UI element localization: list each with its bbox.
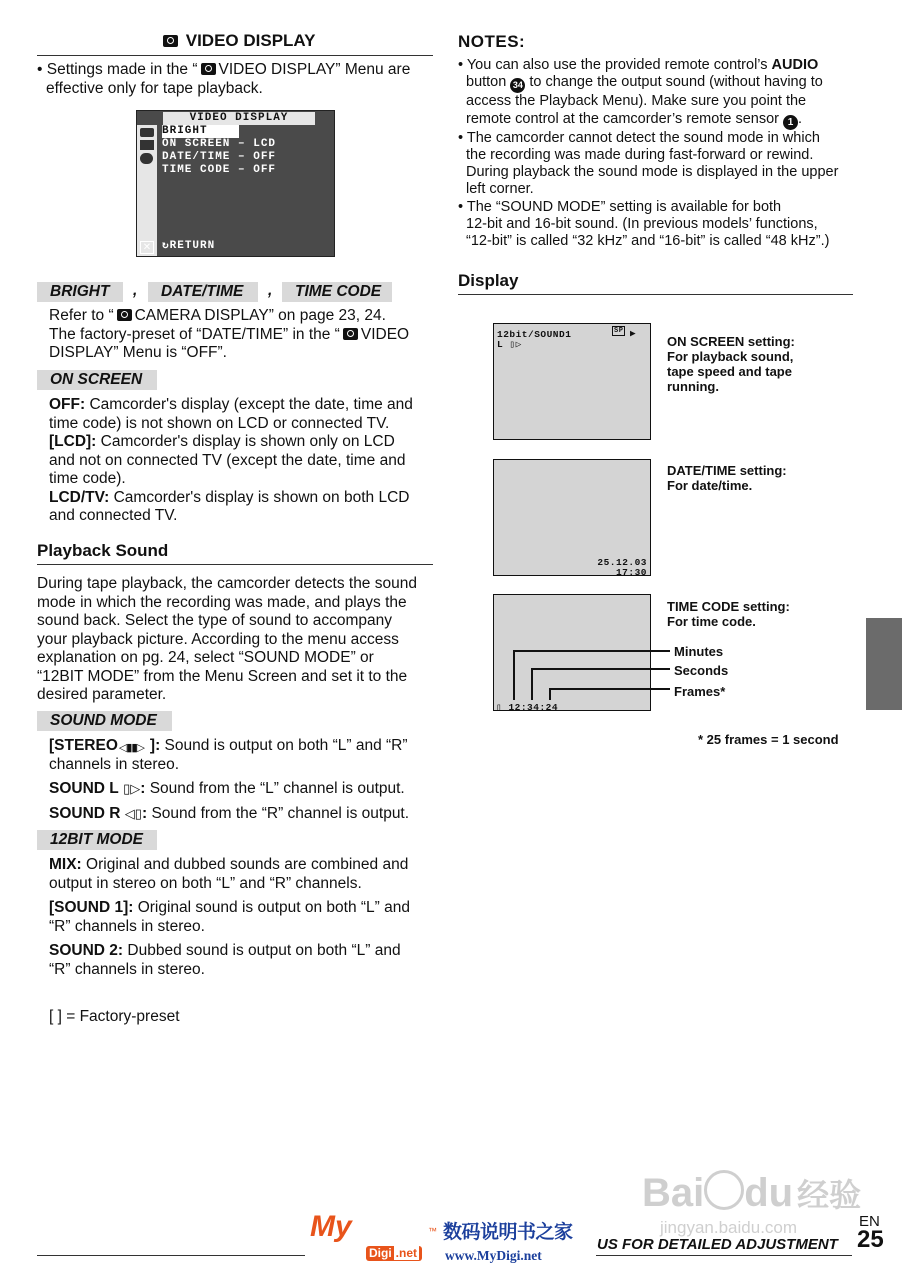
logo-my: My — [310, 1210, 352, 1243]
caption-date-time: DATE/TIME setting: For date/time. — [667, 463, 787, 493]
footer-rule-right — [596, 1255, 852, 1256]
video-display-icon — [201, 63, 216, 75]
paw-icon — [704, 1170, 744, 1210]
menu-item-time-code: TIME CODE – OFF — [162, 164, 277, 176]
factory-preset-note: [ ] = Factory-preset — [49, 1008, 180, 1025]
tape-speed-badge: SP — [614, 327, 624, 335]
tag-12bit-mode: 12BIT MODE — [37, 830, 157, 850]
video-display-icon — [163, 35, 178, 47]
menu-item-on-screen: ON SCREEN – LCD — [162, 138, 277, 150]
time-readout: 17:30 — [615, 567, 647, 578]
intro-text: • Settings made in the “ VIDEO DISPLAY” Menu are effective only for tape playback. — [37, 61, 411, 97]
clock-icon — [140, 153, 153, 164]
logo-url: www.MyDigi.net — [445, 1248, 542, 1263]
date-readout: 25.12.03 — [597, 557, 647, 568]
menu-item-bright: BRIGHT — [162, 125, 239, 138]
date-time-example — [493, 459, 651, 576]
sound-mode-readout: 12bit/SOUND1 — [497, 329, 572, 340]
language-label: EN — [859, 1213, 880, 1230]
running-title: US FOR DETAILED ADJUSTMENT — [597, 1236, 838, 1253]
video-display-icon — [343, 328, 358, 340]
playback-paragraph: During tape playback, the camcorder detects the sound mode in which the recording was made, and plays the sound back. Select the type of sound to accompany your playback picture. According to the menu access explanation on pg. 24, select “SOUND MODE” or “12BIT MODE” from the Menu Screen and set it to the desired parameter. — [37, 575, 417, 703]
camera-settings-icon — [140, 140, 154, 150]
left-speaker-icon: ▯▷ — [123, 781, 141, 796]
refer-text: Refer to “ CAMERA DISPLAY” on page 23, 24. The factory-preset of “DATE/TIME” in the “ VIDEO DISPLAY” Menu is “OFF”. — [49, 307, 410, 361]
on-screen-example — [493, 323, 651, 440]
notes-list: • You can also use the provided remote control’s AUDIO button 34 to change the output sound (without having to access the Playback Menu). Make sure you point the remote control at the camcorder’s remote sensor 1 . • The camcorder cannot detect the sound mode in which the recording was made during fast-forward or rewind. During playback the sound mode is displayed in the upper left corner. • The “SOUND MODE” setting is available for both 12-bit and 16-bit sound. (In previous models’ functions, “12-bit” is called “32 kHz” and “16-bit” is called “48 kHz”.) — [458, 57, 839, 250]
on-screen-options: OFF: Camcorder's display (except the date, time and time code) is not shown on LCD or connected TV. [LCD]: Camcorder's display is shown only on LCD and not on connected TV (except the date, time and time code). LCD/TV: Camcorder's display is shown on both LCD and connected TV. — [49, 396, 413, 524]
video-display-heading: VIDEO DISPLAY — [160, 32, 315, 51]
caption-time-code: TIME CODE setting: For time code. — [667, 599, 790, 629]
section-side-tab — [866, 618, 902, 710]
menu-title: VIDEO DISPLAY — [163, 112, 315, 125]
return-arrow-icon: ↻ — [162, 240, 170, 252]
seconds-leader-horizontal — [531, 668, 670, 670]
playback-sound-heading: Playback Sound — [37, 541, 169, 560]
sensor-number-icon: 1 — [783, 115, 798, 130]
tag-sound-mode: SOUND MODE — [37, 711, 172, 731]
baidu-watermark: Bai du 经验 — [642, 1171, 862, 1215]
frames-footnote: * 25 frames = 1 second — [698, 732, 839, 747]
frames-leader-horizontal — [549, 688, 670, 690]
mydigi-logo — [310, 1210, 600, 1266]
minutes-leader-horizontal — [513, 650, 670, 652]
baidu-watermark-url: jingyan.baidu.com — [660, 1218, 798, 1237]
seconds-leader-vertical — [531, 668, 533, 700]
menu-return: ↻RETURN — [162, 240, 216, 252]
tag-on-screen: ON SCREEN — [37, 370, 157, 390]
close-icon: ✕ — [140, 241, 154, 254]
tag-bright: BRIGHT — [37, 282, 123, 302]
stereo-speaker-icon: ◁▮▮▷ — [118, 742, 144, 754]
label-frames: Frames* — [674, 684, 726, 699]
label-minutes: Minutes — [674, 644, 724, 659]
caption-on-screen: ON SCREEN setting: For playback sound, tape speed and tape running. — [667, 334, 795, 394]
tape-icon: ▯ — [496, 702, 503, 713]
notes-title: NOTES: — [458, 32, 526, 51]
label-seconds: Seconds — [674, 663, 729, 678]
footer-rule-left — [37, 1255, 305, 1256]
heading-rule — [37, 55, 433, 56]
time-code-example — [493, 594, 651, 711]
button-number-icon: 34 — [510, 78, 525, 93]
page-number: 25 — [857, 1226, 884, 1253]
camera-display-icon — [117, 309, 132, 321]
logo-tm: ™ — [428, 1226, 437, 1236]
minutes-leader-vertical — [513, 650, 515, 700]
play-icon: ▶ — [630, 328, 637, 339]
menu-item-date-time: DATE/TIME – OFF — [162, 151, 277, 163]
heading-rule — [37, 564, 433, 565]
logo-digi-badge: Digi .net — [366, 1246, 422, 1261]
tag-comma: , — [268, 282, 273, 299]
channel-readout: L ▯▷ — [497, 339, 522, 350]
time-code-readout: ▯ 12:34:24 — [496, 702, 559, 713]
tape-icon — [140, 128, 154, 137]
tag-date-time: DATE/TIME — [148, 282, 258, 302]
display-heading: Display — [458, 271, 519, 290]
sound-mode-options: [STEREO◁▮▮▷ ]: Sound is output on both “L” and “R” channels in stereo. SOUND L ▯▷: Sound from the “L” channel is output. SOUND R ◁▯: Sound from the “R” channel is output. — [49, 737, 410, 822]
logo-chinese-name: 数码说明书之家 — [443, 1221, 573, 1243]
12bit-mode-options: MIX: Original and dubbed sounds are combined and output in stereo on both “L” and “R” channels. [SOUND 1]: Original sound is output on both “L” and “R” channels in stereo. SOUND 2: Dubbed sound is output on both “L” and “R” channels in stereo. — [49, 856, 410, 978]
tag-time-code: TIME CODE — [282, 282, 392, 302]
tag-comma: , — [133, 282, 138, 299]
right-speaker-icon: ◁▯ — [124, 805, 142, 821]
left-speaker-icon: ▯▷ — [509, 339, 522, 350]
video-display-menu-screen — [136, 110, 335, 257]
heading-rule — [458, 294, 853, 295]
